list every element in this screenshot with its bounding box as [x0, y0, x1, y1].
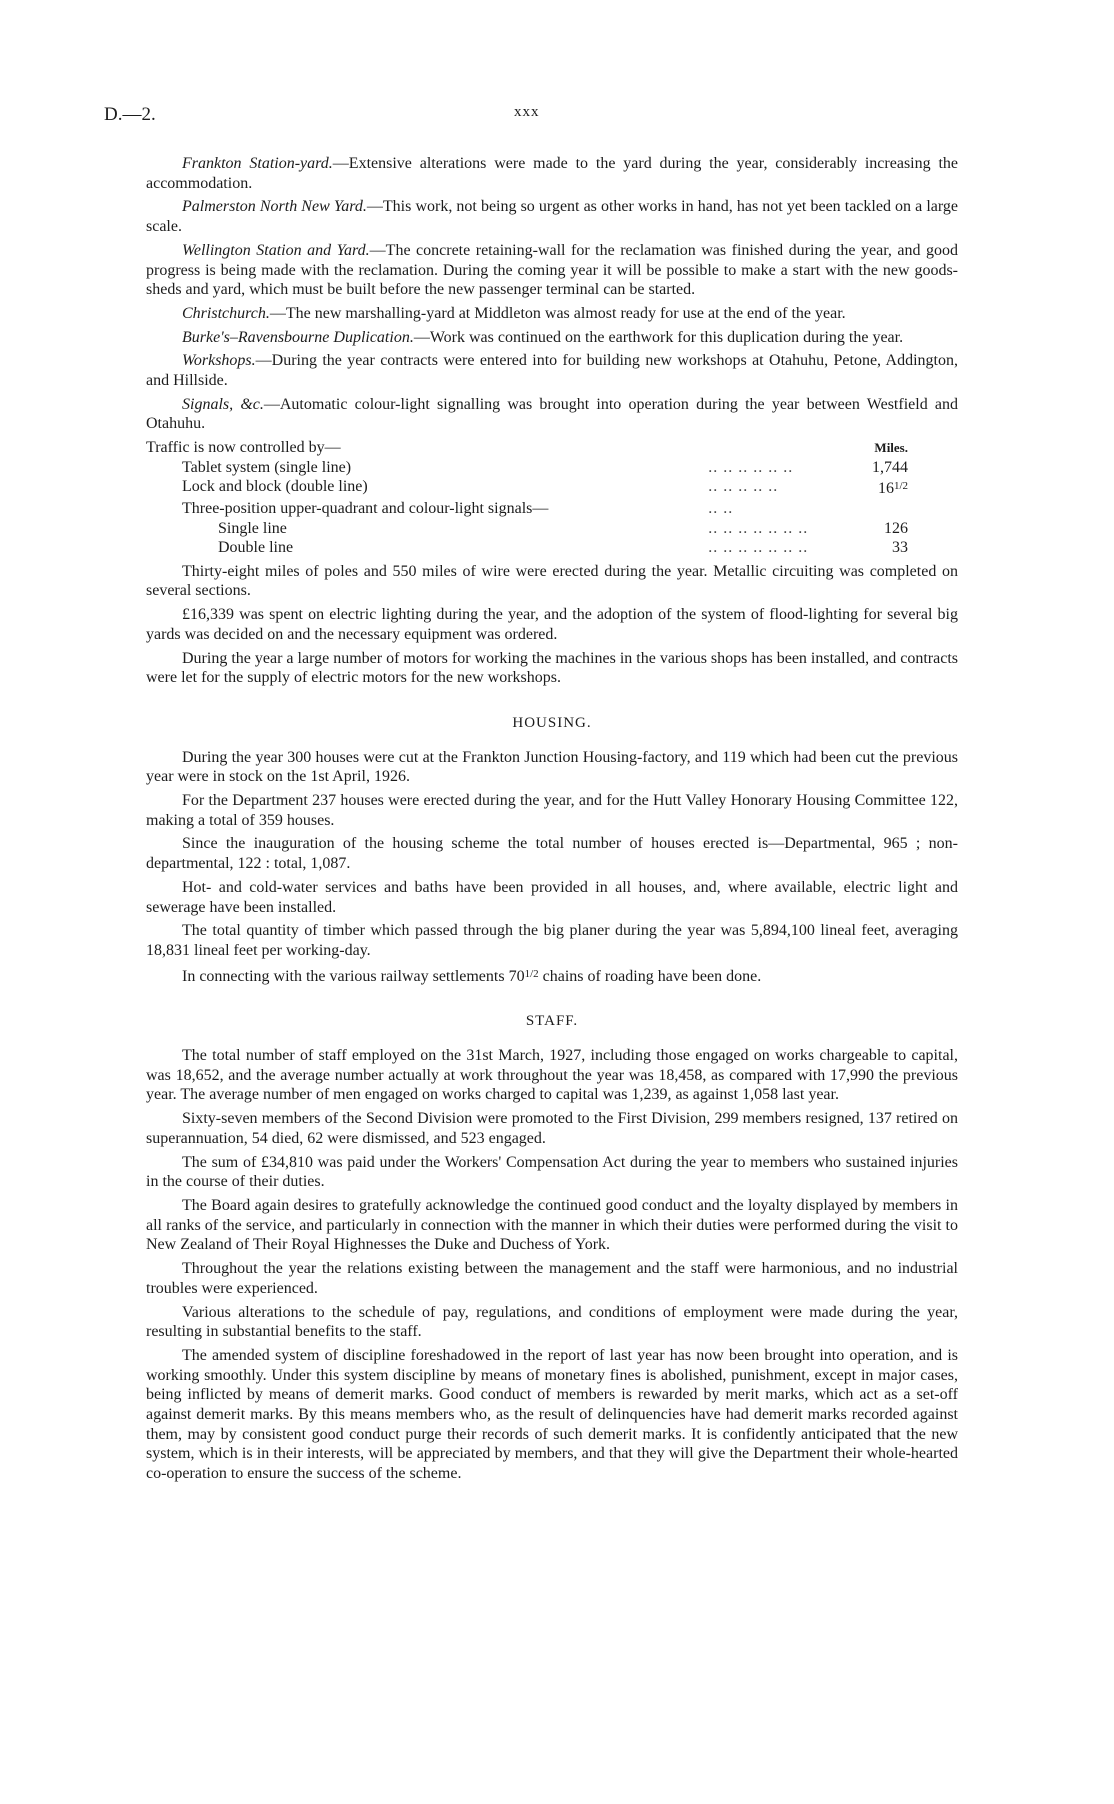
paragraph-lead: Workshops.	[182, 352, 256, 370]
value-fraction: 1/2	[893, 480, 908, 493]
body-paragraph: Sixty-seven members of the Second Division were promoted to the First Division, 299 members resigned, 137 retired on superannuation, 54 died, 62 were dismissed, and 523 engaged.	[146, 1110, 958, 1147]
body-paragraph: Throughout the year the relations existing between the management and the staff were harmonious, and no industrial troubles were experienced.	[146, 1260, 958, 1297]
fraction: 1/2	[524, 967, 539, 980]
row-label: Three-position upper-quadrant and colour-light signals—	[182, 499, 549, 517]
table-row	[146, 438, 908, 458]
paragraph-lead: Frankton Station-yard.	[182, 155, 333, 172]
body-paragraph: The sum of £34,810 was paid under the Workers' Compensation Act during the year to members who sustained injuries in the course of their duties.	[146, 1153, 958, 1191]
body-paragraph: The total number of staff employed on the 31st March, 1927, including those engaged on works chargeable to capital, was 18,652, and the average number actually at work throughout the year was 18,458, as compared with 17,990 the previous year. The average number of men engaged on works charged to capital was 1,239, as against 1,058 last year.	[146, 1047, 958, 1104]
traffic-intro: Traffic is now controlled by—	[146, 439, 341, 457]
text-part: In connecting with the various railway settlements 70	[182, 967, 525, 985]
works-paragraph	[146, 154, 958, 193]
section-heading-housing: HOUSING.	[512, 714, 592, 731]
section-heading-staff: STAFF.	[525, 1013, 579, 1030]
body-paragraph: Hot- and cold-water services and baths have been provided in all houses, and, where available, electric light and sewerage have been installed.	[146, 878, 958, 916]
unit-header: Miles.	[874, 440, 908, 456]
row-label: Tablet system (single line)	[182, 458, 352, 476]
table-row	[146, 519, 908, 539]
works-paragraph	[146, 328, 958, 348]
document-reference: D.—2.	[104, 104, 156, 125]
table-row	[146, 458, 908, 478]
body-paragraph: During the year 300 houses were cut at the Frankton Junction Housing-factory, and 119 which had been cut the previous year were in stock on the 1st April, 1926.	[146, 748, 958, 786]
row-value: 1,744	[872, 458, 908, 476]
row-value: 126	[884, 519, 908, 537]
body-paragraph: The Board again desires to gratefully acknowledge the continued good conduct and the loyalty displayed by members in all ranks of the service, and particularly in connection with the manner in which their duties were performed during the visit to New Zealand of Their Royal Highnesses the Duke and Duchess of York.	[146, 1196, 958, 1254]
row-value: 33	[892, 539, 908, 557]
paragraph-text: —Work was continued on the earthwork for this duplication during the year.	[413, 328, 904, 346]
works-paragraph	[146, 241, 958, 300]
row-value	[848, 477, 908, 499]
row-value	[848, 499, 908, 519]
leader-dots: .. .. .. .. ..	[708, 478, 779, 496]
works-paragraph	[146, 304, 958, 324]
body-paragraph: Thirty-eight miles of poles and 550 miles of wire were erected during the year. Metallic circuiting was completed on several sections.	[146, 562, 958, 600]
body-paragraph: During the year a large number of motors for working the machines in the various shops has been installed, and contracts were let for the supply of electric motors for the new workshops.	[146, 649, 958, 687]
leader-dots: .. .. .. .. .. .. ..	[708, 539, 809, 557]
paragraph-lead: Palmerston North New Yard.	[182, 198, 367, 216]
table-row	[146, 499, 908, 519]
body-paragraph	[146, 965, 958, 987]
paragraph-text: —During the year contracts were entered into for building new workshops at Otahuhu, Petone, Addington, and Hillside.	[146, 352, 958, 390]
works-paragraph	[146, 197, 958, 236]
body-paragraph: Since the inauguration of the housing scheme the total number of houses erected is—Departmental, 965 ; non-departmental, 122 : total, 1,087.	[146, 835, 958, 873]
table-row	[146, 538, 908, 558]
paragraph-text: —The new marshalling-yard at Middleton was almost ready for use at the end of the year.	[269, 304, 846, 322]
paragraph-lead: Signals, &c.	[182, 395, 264, 413]
row-label: Single line	[218, 519, 287, 537]
leader-dots: .. .. .. .. .. ..	[708, 458, 794, 476]
traffic-control-table	[146, 438, 908, 558]
page-number: xxx	[514, 104, 540, 120]
paragraph-text: —This work, not being so urgent as other works in hand, has not yet been tackled on a large scale.	[146, 198, 959, 236]
paragraph-lead: Christchurch.	[182, 304, 270, 322]
body-paragraph: The total quantity of timber which passed through the big planer during the year was 5,894,100 lineal feet, averaging 18,831 lineal feet per working-day.	[146, 922, 958, 959]
value-whole: 16	[877, 480, 894, 498]
body-paragraph: The amended system of discipline foreshadowed in the report of last year has now been brought into operation, and is working smoothly. Under this system discipline by means of monetary fines is abolished, punishment, except in major cases, being inflicted by means of demerit marks. Good conduct of members is rewarded by merit marks, which act as a set-off against demerit marks. By this means members who, as the result of delinquencies have had demerit marks recorded against them, may by consistent good conduct purge their records of such demerit marks. It is confidently anticipated that the new system, which is in their interests, will be appreciated by members, and that they will give the Department their whole-hearted co-operation to ensure the success of the scheme.	[146, 1346, 958, 1483]
running-head	[104, 104, 994, 132]
table-row	[146, 477, 908, 499]
body-paragraph: £16,339 was spent on electric lighting during the year, and the adoption of the system of flood-lighting for several big yards was decided on and the necessary equipment was ordered.	[146, 606, 958, 643]
paragraph-lead: Wellington Station and Yard.	[182, 241, 370, 259]
row-label: Lock and block (double line)	[182, 478, 368, 496]
body-paragraph: Various alterations to the schedule of pay, regulations, and conditions of employment were made during the year, resulting in substantial benefits to the staff.	[146, 1303, 958, 1341]
row-label: Double line	[218, 539, 294, 557]
paragraph-text: —The concrete retaining-wall for the reclamation was finished during the year, and good progress is being made with the reclamation. During the coming year it will be possible to make a start with the new goods-sheds and yard, which must be built before the new passenger terminal can be started.	[146, 241, 959, 299]
leader-dots: .. ..	[708, 499, 734, 517]
paragraph-text: —Extensive alterations were made to the yard during the year, considerably increasing the accommodation.	[146, 155, 958, 192]
leader-dots: .. .. .. .. .. .. ..	[708, 519, 809, 537]
paragraph-text: —Automatic colour-light signalling was brought into operation during the year between Westfield and Otahuhu.	[146, 395, 959, 433]
works-paragraph	[146, 395, 958, 434]
body-paragraph: For the Department 237 houses were erected during the year, and for the Hutt Valley Honorary Housing Committee 122, making a total of 359 houses.	[146, 792, 958, 829]
page-body	[146, 154, 958, 1488]
text-part: chains of roading have been done.	[538, 967, 762, 985]
works-paragraph	[146, 351, 958, 390]
paragraph-lead: Burke's–Ravensbourne Duplication.	[182, 328, 414, 346]
